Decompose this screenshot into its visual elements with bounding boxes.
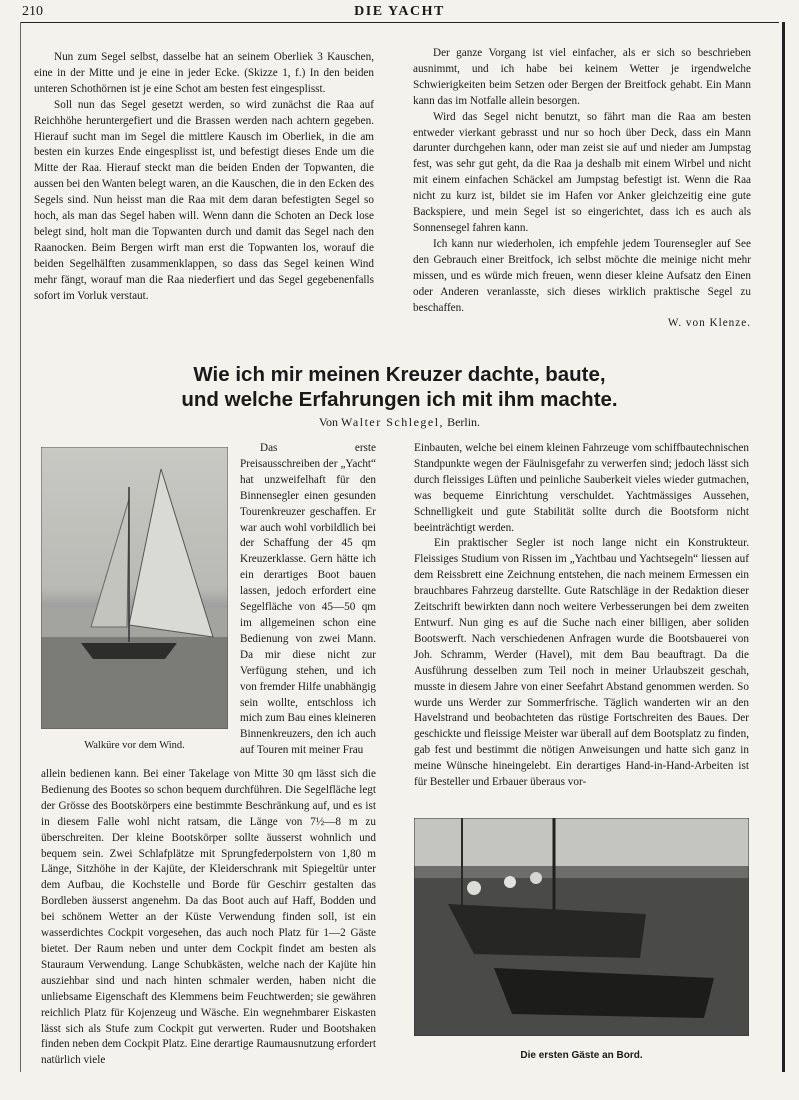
photo-caption: Die ersten Gäste an Bord. xyxy=(520,1050,643,1061)
paragraph: Ein praktischer Segler ist noch lange nicht ein Konstrukteur. Fleissiges Studium von Rissen im „Yachtbau und Yachtsegeln“ liessen auf dem Reissbrett eine Zeichnung entstehen, die nach meinem Ermessen ein brauchbares Fahrzeug darstellte. Gute Ratschläge in der Redaktion dieser Zeitschrift bewirkten dann noch weitere Verbesserungen bei dem zweiten Entwurf. Nun ging es auf die Suche nach einer billigen, aber soliden Bootswerft. Nach verschiedenen Anfragen wurde die Bootsbauerei von Joh. Schramm, Werder (Havel), mit dem Bau beauftragt. Da die Ausführung desselben zum Teil noch in meiner Urlaubszeit geschah, musste in diesem Jahre von einer Seefahrt Abstand genommen werden. So wurde uns Werder zur Sommerfrische. Täglich wanderten wir an den Havelstrand und beobachteten das rüstige Fortschreiten des Baues. Der geschickte und fleissige Meister war überall auf dem Bootsplatz zu finden, gab fest und bestimmt die nötigen Anweisungen und hatte sich ganz in meine Wünsche hineingelebt. Ein derartiges Hand-in-Hand-Arbeiten ist für Besteller und Erbauer überaus vor- xyxy=(414,537,749,789)
paragraph: Wird das Segel nicht benutzt, so fährt man die Raa am besten entweder vierkant gebrasst und nur so hoch über Deck, dass ein Mann darunter durchgehen kann, oder man zeist sie auf und nieder am Jumpstag fest, was sehr gut geht, da die Raa ja deshalb mit einem Wirbel und nicht mit einem einfachen Schäckel am Jumpstag befestigt ist. Wenn die Raa nicht zu kurz ist, bildet sie im Hafen vor Anker gleichzeitig eine gute Backspiere, und mein Segel ist so eingerichtet, dass ich es auch als Sonnensegel fahren kann. xyxy=(413,110,751,234)
article-left-wide-column xyxy=(41,767,376,1069)
photo-caption: Walküre vor dem Wind. xyxy=(84,740,185,751)
sailboat-photo xyxy=(41,447,228,729)
paragraph: allein bedienen kann. Bei einer Takelage von Mitte 30 qm lässt sich die Bedienung des Bootes so schon bequem durchführen. Die Segelfläche legt der Grösse des Bootskörpers eine bestimmte Beschränkung auf, und es ist in diesem Falle wohl nicht ratsam, die Länge von 7½—8 m zu überschreiten. Der kleine Bootskörper sollte äusserst wohnlich und bequem sein. Zwei Schlafplätze mit Sprungfederpolstern von 1,80 m Länge, Sitzhöhe in der Kajüte, der Kleiderschrank mit Spiegeltür unter dem Aufbau, die Kochstelle und Borde für Geschirr gestalten das Bordleben äusserst angenehm. Da das Boot auch auf Haff, Bodden und bei schönem Wetter an der Küste Verwendung finden soll, ist ein wasserdichtes Cockpit vorgesehen, das auch noch Platz für 1—2 Gäste bietet. Der Raum neben und unter dem Cockpit findet am besten als Stauraum Verwendung. Lange Schubkästen, welche nach der Kajüte hin ausziehbar sind und nach hinten schmaler werden, haben nicht die unliebsame Eigenschaft des Klemmens beim Feuchtwerden; sie gewähren reichlich Platz für Kojenzeug und Wäsche. Ein wegnehmbarer Eiskasten lässt sich als Stufe zum Cockpit gut verwerten. Ruder und Bootshaken finden neben dem Cockpit Platz. Eine derartige Raumausnutzung erfordert natürlich viele xyxy=(41,768,376,1067)
article-right-column xyxy=(414,441,749,791)
paragraph: Ich kann nur wiederholen, ich empfehle jedem Tourensegler auf See den Gebrauch einer Breitfock, ich selbst möchte die meinige nicht mehr missen, und es würde mich freuen, wenn dieser kleine Aufsatz den Einen oder Anderen veranlasste, sich dieses wirklich praktische Segel zu beschaffen. xyxy=(413,237,751,314)
page-number: 210 xyxy=(22,4,43,19)
paragraph: Das erste Preisausschreiben der „Yacht“ hat unzweifelhaft für den Binnensegler einen gesunden Tourenkreuzer geschaffen. Er war auch wohl vorbildlich bei der Schaffung der 45 qm Kreuzerklasse. Gern hätte ich ein derartiges Boot bauen lassen, jedoch erfordert eine Segelfläche von 45—50 qm im allgemeinen schon eine Bedienung von zwei Mann. Da mir diese nicht zur Verfügung stehen, und ich von fremder Hilfe unabhängig sein wollte, entschloss ich mich zum Bau eines kleineren Binnenkreuzers, den ich auch auf Touren mit meiner Frau xyxy=(240,442,376,757)
header-rule xyxy=(20,22,779,23)
headline-line: Wie ich mir meinen Kreuzer dachte, baute, xyxy=(193,363,606,386)
running-title: DIE YACHT xyxy=(354,4,445,19)
paragraph: Soll nun das Segel gesetzt werden, so wird zunächst die Raa auf Reichhöhe heruntergefiert und die Brassen werden nach achtern gegeben. Hierauf sucht man im Segel die mittlere Kausch im Oberliek, in die am besten ein kurzes Ende eingesplisst ist, und befestigt dieses Ende um die Mitte der Raa. Hierauf steckt man die beiden Enden der Topwanten, die aussen bei den Wanten belegt waren, an die Kauschen, die in den Ecken des Segels sind. Nun heisst man die Raa mit dem daran befestigten Segel so hoch, als man das Segel haben will. Wenn dann die Schoten an Deck lose belegt sind, holt man die Topwanten durch und damit das Segel nach den Raanocken. Beim Bergen wirft man erst die Topwanten los, worauf die beiden Segelhälften zusammenklappen, so dass das Segel keinen Wind mehr fängt, worauf man die Raa niederfiert und das Segel gegebenenfalls sofort im Vorluk verstaut. xyxy=(34,98,374,302)
paragraph: Nun zum Segel selbst, dasselbe hat an seinem Oberliek 3 Kauschen, eine in der Mitte und je eine in jeder Ecke. (Skizze 1, f.) In den beiden unteren Schothörnen ist je eine Schot am besten fest eingesplisst. xyxy=(34,51,374,95)
page-header xyxy=(0,4,799,24)
article-left-narrow-column xyxy=(240,441,376,759)
byline-author: Walter Schlegel, xyxy=(341,415,445,429)
previous-article-right-column xyxy=(413,46,751,332)
byline-place: Berlin. xyxy=(447,415,481,429)
right-margin-rule xyxy=(782,22,785,1072)
guests-boat-illustration xyxy=(414,818,749,1036)
article-byline xyxy=(100,415,699,430)
headline-line: und welche Erfahrungen ich mit ihm machte. xyxy=(181,388,618,411)
article-headline xyxy=(100,362,699,412)
previous-article-left-column xyxy=(34,50,374,305)
guests-on-board-photo xyxy=(414,818,749,1036)
sailboat-illustration xyxy=(41,447,228,729)
author-signature: W. von Klenze. xyxy=(667,317,751,330)
left-margin-rule xyxy=(20,22,21,1072)
paragraph: Der ganze Vorgang ist viel einfacher, als er sich so beschrieben ausnimmt, und ich habe bei keinem Wetter je irgendwelche Schwierigkeiten beim Setzen oder Bergen der Breitfock gehabt. Ein Mann kann das im Notfalle allein besorgen. xyxy=(413,47,751,107)
byline-prefix: Von xyxy=(318,415,339,429)
paragraph: Einbauten, welche bei einem kleinen Fahrzeuge vom schiffbautechnischen Standpunkte wegen der Fäulnisgefahr zu verwerfen sind; jedoch lässt sich durch fleissiges Lüften und peinliche Sauberkeit vieles wieder gutmachen, was bequeme Einrichtung verschuldet. Yachtmässiges Aussehen, Schnelligkeit und gute Stabilität sollte durch die Bootsform nicht beeinträchtigt werden. xyxy=(414,442,749,534)
